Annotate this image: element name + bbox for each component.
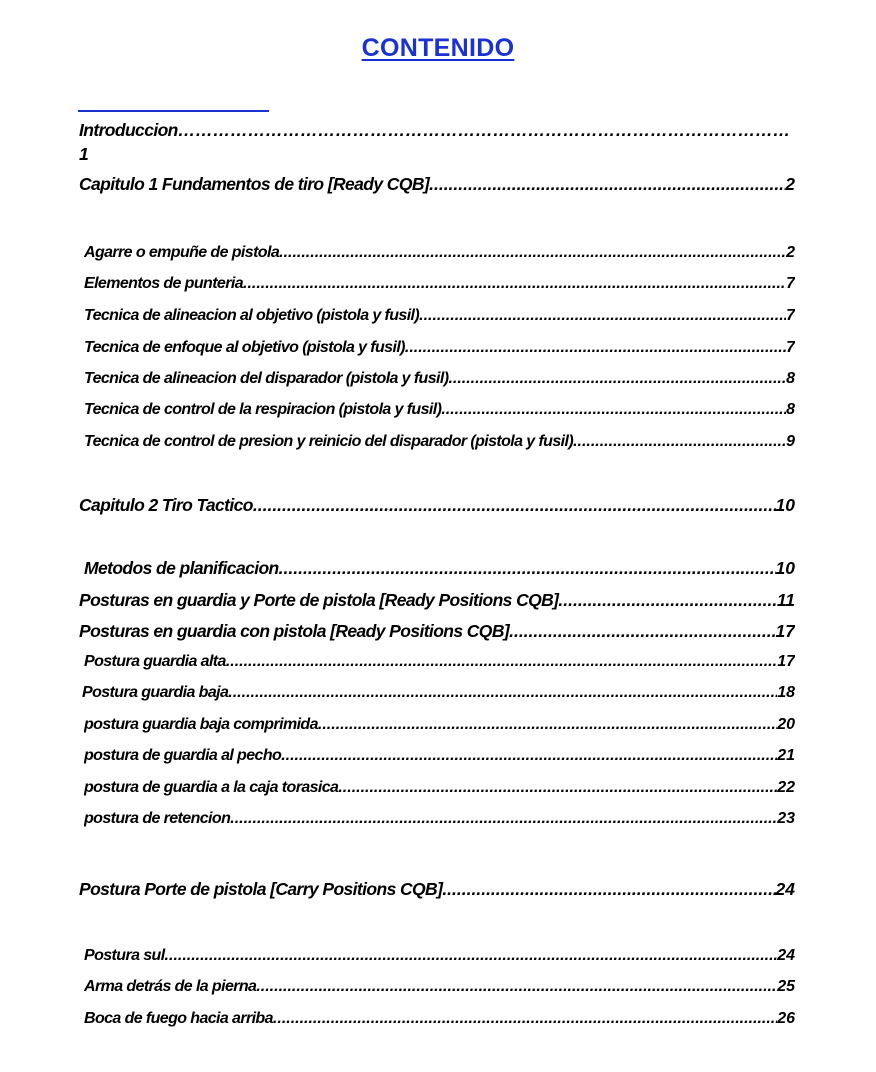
- toc-entry-chapter-2[interactable]: [79, 495, 795, 516]
- toc-entry-label: Arma detrás de la pierna: [84, 978, 257, 995]
- toc-entry-label: Posturas en guardia con pistola [Ready Positions CQB]: [79, 621, 510, 641]
- toc-entry-page: 7: [786, 275, 795, 292]
- toc-entry-label: Tecnica de enfoque al objetivo (pistola y fusil): [84, 339, 405, 356]
- toc-entry-label: Posturas en guardia y Porte de pistola [Ready Positions CQB]: [79, 590, 559, 610]
- toc-leader: [279, 244, 786, 262]
- toc-entry-page: 11: [776, 590, 795, 610]
- toc-entry[interactable]: [84, 433, 795, 451]
- toc-leader: [441, 401, 786, 419]
- toc-entry-chapter-1[interactable]: [79, 174, 795, 195]
- toc-entry-label: Postura sul: [84, 947, 165, 964]
- toc-entry-page: 1: [79, 144, 89, 164]
- toc-entry[interactable]: [84, 244, 795, 262]
- toc-entry-page: 22: [777, 779, 795, 796]
- toc-entry[interactable]: [79, 621, 795, 642]
- toc-entry-page: 24: [777, 947, 795, 964]
- toc-entry-page: 17: [775, 621, 795, 641]
- toc-entry-label: postura de guardia al pecho: [84, 747, 282, 764]
- toc-entry-page: 18: [777, 684, 795, 701]
- toc-entry-label: Boca de fuego hacia arriba: [84, 1010, 273, 1027]
- toc-entry[interactable]: [84, 978, 795, 996]
- toc-entry-label: Metodos de planificacion: [84, 558, 279, 578]
- toc-entry-label: postura guardia baja comprimida: [84, 716, 318, 733]
- toc-entry-label: Introduccion: [79, 120, 178, 140]
- toc-entry-page: 23: [777, 810, 795, 827]
- toc-entry-page: 2: [786, 244, 795, 261]
- toc-leader: [318, 716, 777, 734]
- toc-entry-label: postura de guardia a la caja torasica: [84, 779, 339, 796]
- toc-leader: [558, 590, 776, 611]
- toc-entry-introduccion[interactable]: [79, 118, 791, 166]
- toc-entry-label: Tecnica de control de la respiracion (pistola y fusil): [84, 401, 442, 418]
- toc-entry[interactable]: [84, 1010, 795, 1028]
- toc-entry-page: 8: [786, 370, 795, 387]
- toc-leader: [338, 779, 777, 797]
- toc-entry-page: 2: [785, 174, 795, 194]
- toc-leader: [429, 174, 785, 195]
- toc-entry-label: Postura Porte de pistola [Carry Positions CQB]: [79, 879, 443, 899]
- toc-entry[interactable]: [84, 810, 795, 828]
- toc-leader: [448, 370, 786, 388]
- toc-entry[interactable]: [84, 401, 795, 419]
- toc-entry-label: Elementos de punteria: [84, 275, 243, 292]
- toc-leader: [228, 684, 777, 702]
- toc-entry-label: Tecnica de alineacion al objetivo (pistola y fusil): [84, 307, 420, 324]
- toc-leader: [419, 307, 786, 325]
- toc-entry-page: 26: [777, 1010, 795, 1027]
- toc-leader: [243, 275, 786, 293]
- toc-entry-page: 21: [777, 747, 795, 764]
- toc-entry[interactable]: [79, 590, 795, 611]
- toc-leader: [509, 621, 775, 642]
- toc-entry-label: Capitulo 1 Fundamentos de tiro [Ready CQB]: [79, 174, 430, 194]
- toc-leader: [279, 558, 776, 579]
- toc-entry-label: Tecnica de control de presion y reinicio del disparador (pistola y fusil): [84, 433, 574, 450]
- toc-leader: [226, 653, 777, 671]
- toc-entry-page: 10: [775, 495, 795, 515]
- toc-entry-label: Postura guardia alta: [84, 653, 226, 670]
- toc-entry-carry-positions[interactable]: [79, 879, 795, 900]
- toc-entry-label: Agarre o empuñe de pistola: [84, 244, 280, 261]
- toc-entry-label: Tecnica de alineacion del disparador (pistola y fusil): [84, 370, 449, 387]
- toc-entry[interactable]: [82, 684, 795, 702]
- toc-leader: [281, 747, 777, 765]
- toc-entry-page: 8: [786, 401, 795, 418]
- toc-entry-page: 25: [777, 978, 795, 995]
- title-rule: [78, 110, 269, 112]
- toc-entry-page: 7: [786, 307, 795, 324]
- toc-leader: [178, 118, 791, 142]
- toc-leader: [573, 433, 786, 451]
- toc-entry[interactable]: [84, 779, 795, 797]
- toc-entry-label: postura de retencion: [84, 810, 231, 827]
- toc-leader: [253, 495, 776, 516]
- toc-leader: [230, 810, 777, 828]
- toc-entry[interactable]: [84, 558, 795, 579]
- toc-leader: [273, 1010, 777, 1028]
- toc-entry-page: 7: [786, 339, 795, 356]
- toc-entry[interactable]: [84, 307, 795, 325]
- toc-leader: [405, 339, 786, 357]
- toc-entry-page: 17: [777, 653, 795, 670]
- toc-entry-page: 10: [775, 558, 795, 578]
- toc-entry[interactable]: [84, 716, 795, 734]
- toc-entry-page: 24: [775, 879, 795, 899]
- toc-leader: [165, 947, 778, 965]
- toc-entry-label: Postura guardia baja: [82, 684, 229, 701]
- toc-entry[interactable]: [84, 947, 795, 965]
- toc-entry[interactable]: [84, 339, 795, 357]
- toc-leader: [442, 879, 775, 900]
- toc-entry-page: 9: [786, 433, 795, 450]
- toc-entry-page: 20: [777, 716, 795, 733]
- page-title: CONTENIDO: [361, 34, 515, 62]
- toc-entry[interactable]: [84, 275, 795, 293]
- toc-entry[interactable]: [84, 747, 795, 765]
- toc-leader: [256, 978, 777, 996]
- toc-entry[interactable]: [84, 370, 795, 388]
- toc-entry[interactable]: [84, 653, 795, 671]
- toc-entry-label: Capitulo 2 Tiro Tactico: [79, 495, 253, 515]
